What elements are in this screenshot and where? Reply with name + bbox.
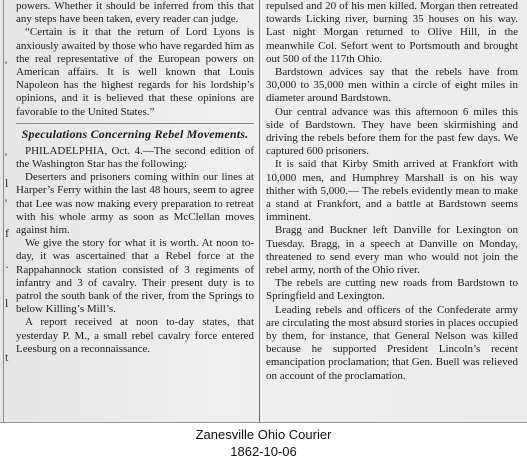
- margin-glyph: ': [5, 196, 8, 210]
- article-paragraph: Our central advance was this afternoon 6 miles this side of Bardstown. They have been skirmishing and driving the rebels before them for the past few days. We captured 600 prisoners.: [266, 105, 518, 158]
- section-headline-block: [16, 123, 254, 141]
- article-paragraph: Deserters and prisoners coming within our lines at Harper’s Ferry within the last 48 hours, seem to agree that Lee was now making every preparation to retreat with his whole army as soon as McClellan moves against him.: [16, 171, 254, 237]
- margin-glyph: ·: [5, 260, 9, 274]
- section-headline: Speculations Concerning Rebel Movements.: [21, 126, 249, 141]
- article-paragraph: Leading rebels and officers of the Confederate army are circulating the most absurd stories in places occupied by them, for instance, that General Nelson was killed because he supported President Lincoln’s recent emancipation proclamation; that Gen. Buell was relieved on account of the proclamation.: [266, 303, 518, 382]
- left-edge-rule: [3, 0, 4, 422]
- margin-glyph: f: [5, 226, 9, 240]
- article-paragraph: We give the story for what it is worth. At noon to-day, it was ascertained that a Rebel force at the Rappahannock station consisted of 3 regiments of infantry and 3 of cavalry. Their present duty is to patrol the south bank of the river, from the Springs to below Killing’s Mill’s.: [16, 237, 254, 316]
- article-paragraph: Bardstown advices say that the rebels have from 30,000 to 35,000 men within a circle of eight miles in diameter around Bardstown.: [266, 66, 518, 105]
- margin-glyph: t: [5, 350, 9, 364]
- column-divider: [259, 0, 260, 422]
- article-paragraph: “Certain is it that the return of Lord Lyons is anxiously awaited by those who have regarded him as the real representative of the European powers on American affairs. It is well known that Louis Napoleon has the highest regards for his lordship’s opinions, and it is believed that these opinions are favorable to the United States.”: [16, 26, 254, 118]
- margin-glyph: ': [5, 58, 8, 72]
- right-article-column: [266, 0, 518, 422]
- article-paragraph: repulsed and 20 of his men killed. Morgan then retreated towards Licking river, burning 35 houses on his way. Last night Morgan returned to Olive Hill, in the meanwhile Col. Sefort went to Portsmouth and brought out 500 of the 117th Ohio.: [266, 0, 518, 65]
- article-paragraph: powers. Whether it should be inferred from this that any steps have been taken, every reader can judge.: [16, 0, 254, 26]
- article-paragraph: PHILADELPHIA, Oct. 4.—The second edition of the Washington Star has the following:: [16, 144, 254, 171]
- publication-date: 1862-10-06: [230, 444, 297, 459]
- margin-glyph: l: [5, 176, 9, 190]
- margin-glyph: l: [5, 296, 9, 310]
- article-paragraph: It is said that Kirby Smith arrived at Frankfort with 10,000 men, and Humphrey Marshall is on his way thither with 5,000.— The rebels evidently mean to make a stand at Frankfort, and a battle at Bardstown seems imminent.: [266, 158, 518, 224]
- margin-glyph: ': [5, 150, 8, 164]
- newspaper-title: Zanesville Ohio Courier: [195, 427, 332, 442]
- caption-bar: [0, 422, 527, 464]
- article-paragraph: A report received at noon to-day states, that yesterday P. M., a small rebel cavalry force entered Leesburg on a reconnaissance.: [16, 316, 254, 355]
- article-paragraph: The rebels are cutting new roads from Bardstown to Springfield and Lexington.: [266, 277, 518, 303]
- article-paragraph: Bragg and Buckner left Danville for Lexington on Tuesday. Bragg, in a speech at Danville on Monday, threatened to send every man who would not join the rebel army, north of the Ohio river.: [266, 224, 518, 277]
- left-article-column: [16, 0, 254, 422]
